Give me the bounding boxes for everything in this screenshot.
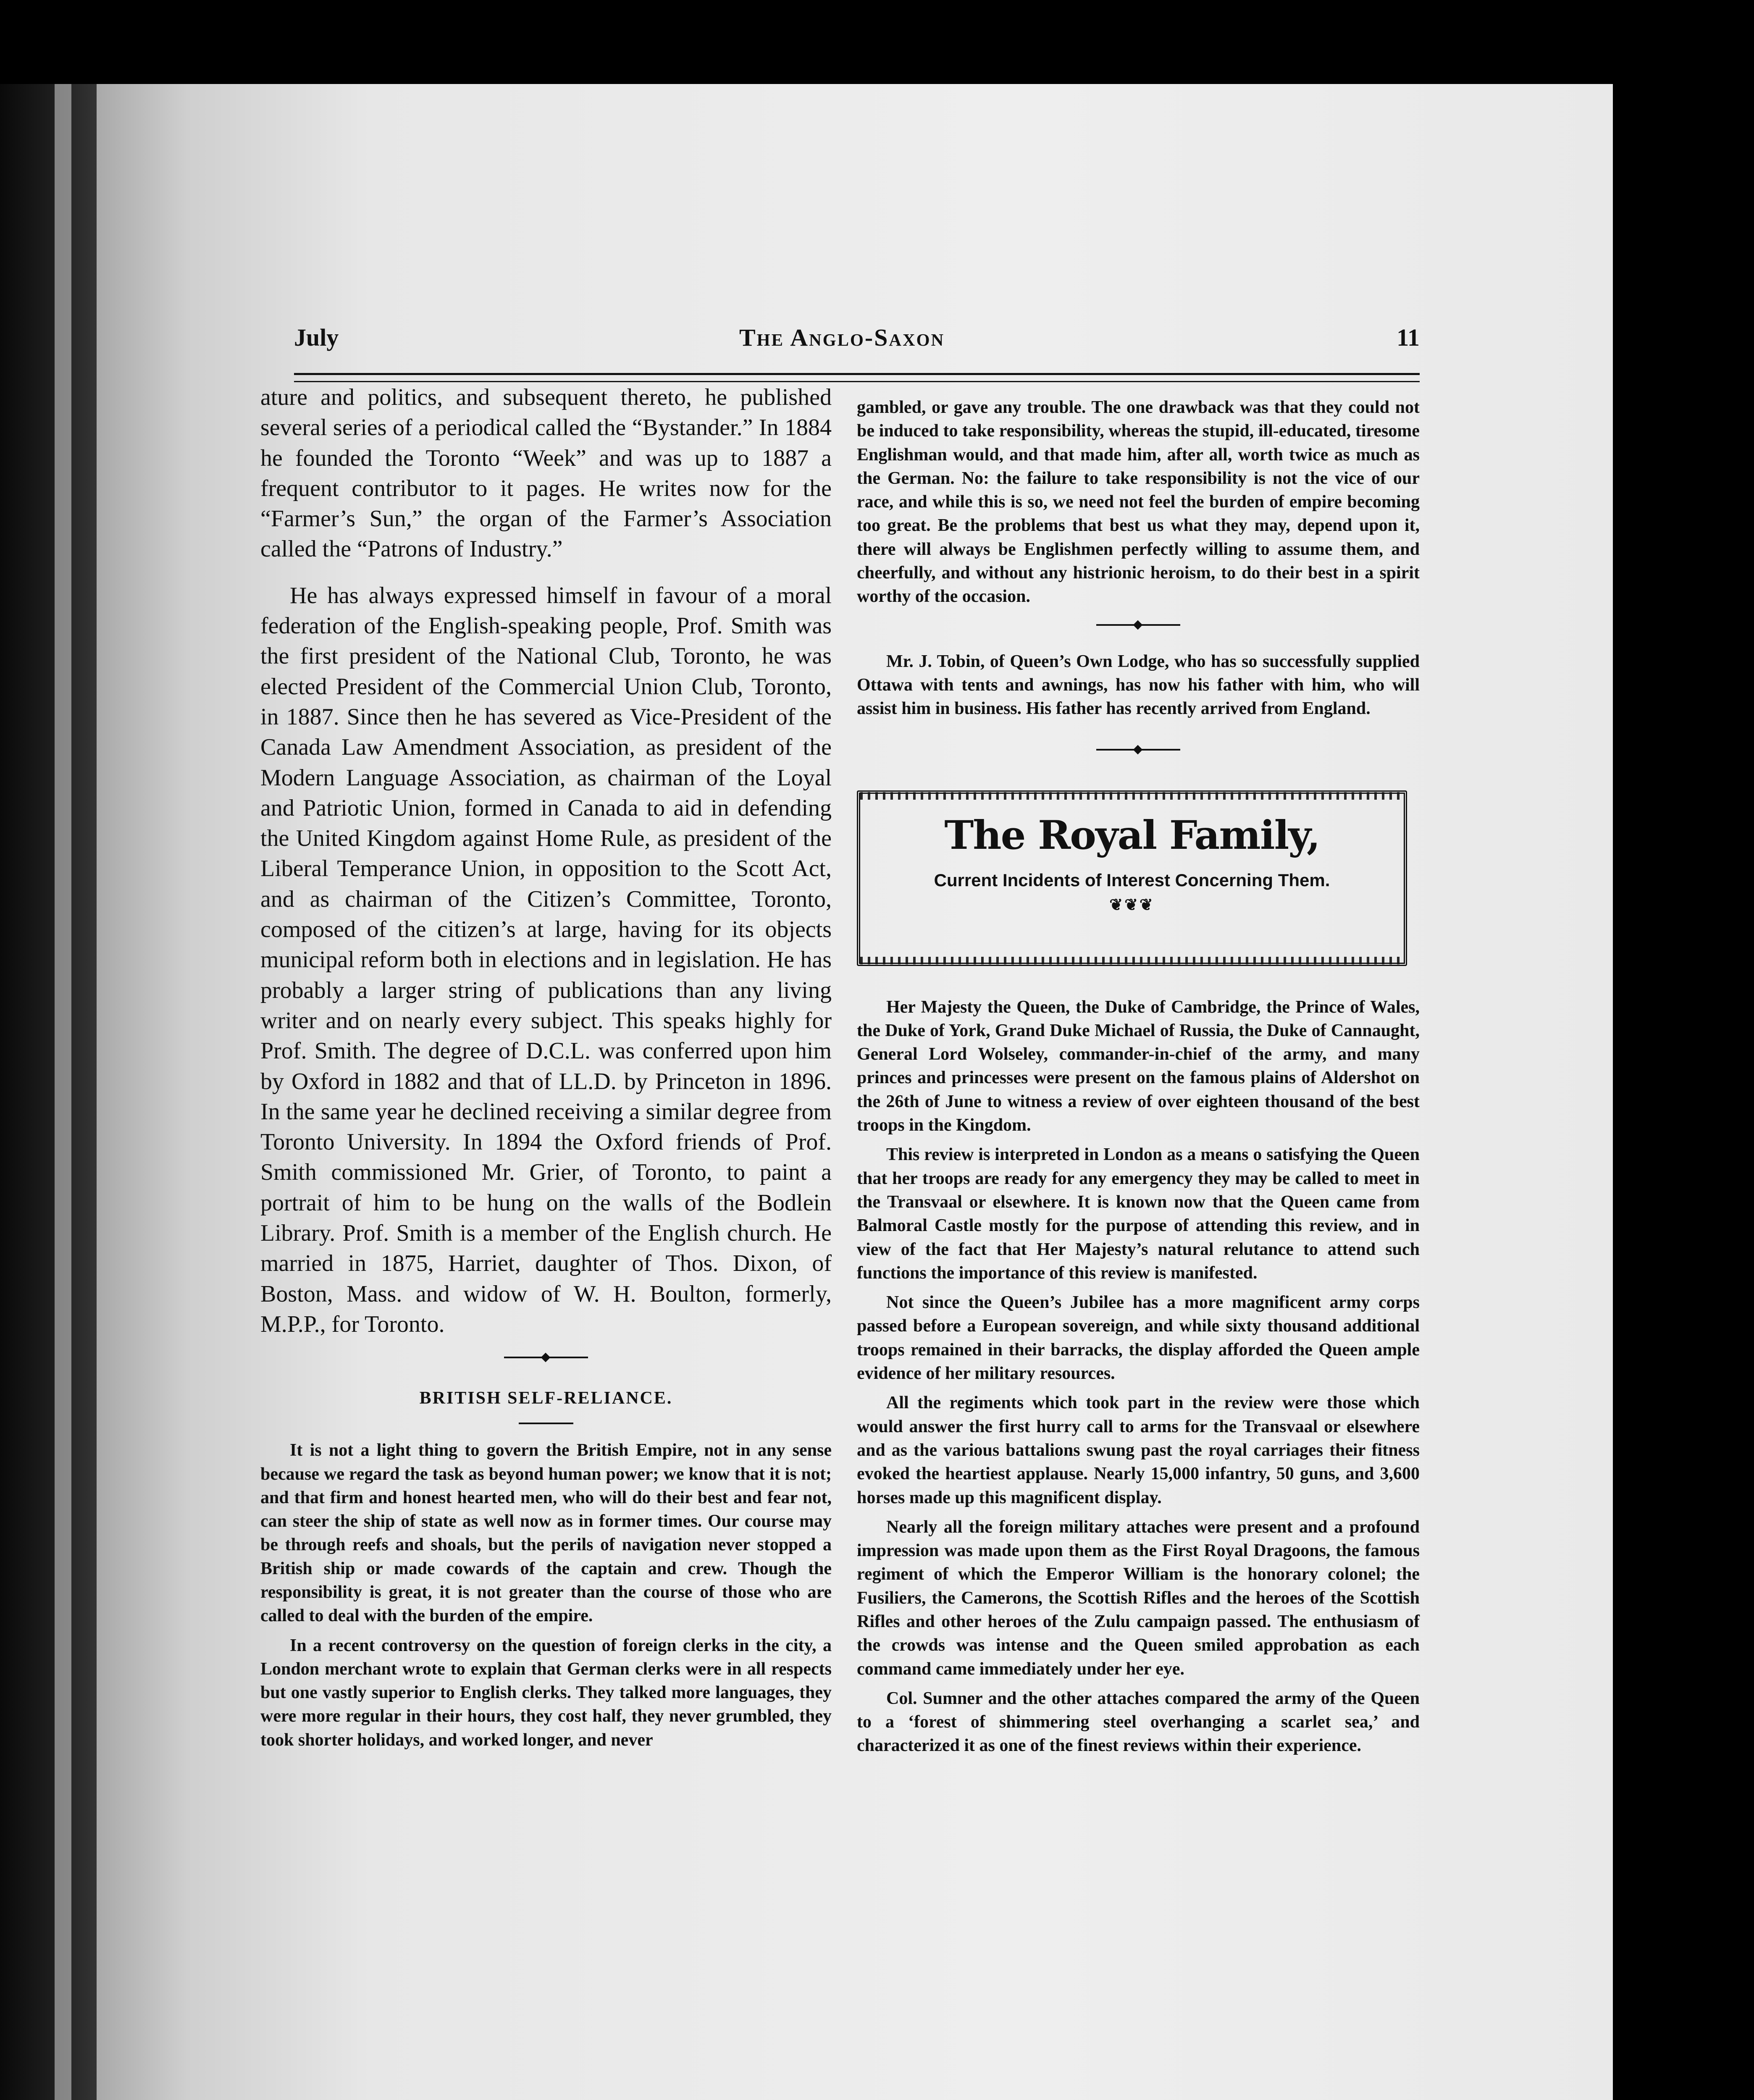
- left-column: [260, 382, 832, 1987]
- header-rule: [294, 373, 1420, 382]
- article-continuation: gambled, or gave any trouble. The one drawback was that they could not be induced to take responsibility, whereas the stupid, ill-educated, tiresome Englishman would, and that made him, after all, worth twice as much as the German. No: the failure to take responsibility is not the vice of our race, and while this is so, we need not feel the burden of empire becoming too great. Be the problems that best us what they may, depend upon it, there will always be Englishmen perfectly willing to assume them, and cheerfully, and without any histrionic heroism, to do their best in a spirit worthy of the occasion.: [857, 398, 1420, 606]
- page-edge: [55, 84, 71, 2100]
- right-column: [857, 396, 1420, 2000]
- royal-paragraph: Not since the Queen’s Jubilee has a more magnificent army corps passed before a European sovereign, and while sixty thousand additional troops remained in their barracks, the display afforded the Queen ample evidence of her military resources.: [857, 1293, 1420, 1383]
- royal-family-subtitle: Current Incidents of Interest Concerning Them.: [934, 870, 1330, 890]
- royal-paragraph: Nearly all the foreign military attaches were present and a profound impression was made upon them as the First Royal Dragoons, the famous regiment of which the Emperor William is the honorary colonel; the Fusiliers, the Camerons, the Scottish Rifles and the heroes of the Scottish Rifles and other heroes of the Zulu campaign passed. The enthusiasm of the crowds was intense and the Queen smiled approbation as each command came immediately under her eye.: [857, 1517, 1420, 1679]
- royal-paragraph: Col. Sumner and the other attaches compared the army of the Queen to a ‘forest of shimmering steel overhanging a scarlet sea,’ and characterized it as one of the finest reviews within their experience.: [857, 1688, 1420, 1756]
- section-divider: [1096, 744, 1180, 755]
- section-divider: [1096, 620, 1180, 630]
- article-paragraph: It is not a light thing to govern the British Empire, not in any sense because we regard the task as beyond human power; we know that it is not; and that firm and honest hearted men, who will do their best and fear not, can steer the ship of state as well now as in former times. Our course may be through reefs and shoals, but the perils of navigation never stopped a British ship or made cowards of the captain and crew. Though the responsibility is great, it is not greater than the course of those who are called to deal with the burden of the empire.: [260, 1441, 832, 1626]
- section-heading: BRITISH SELF-RELIANCE.: [419, 1389, 673, 1408]
- royal-family-heading-box: [857, 790, 1407, 966]
- wavy-border-bottom: [860, 957, 1404, 964]
- article-paragraph: In a recent controversy on the question of foreign clerks in the city, a London merchant wrote to explain that German clerks were in all respects but one vastly superior to English clerks. They talked more languages, they were more regular in their hours, they cost half, they never grumbled, they took shorter holidays, and worked longer, and never: [260, 1635, 832, 1750]
- royal-family-title: The Royal Family,: [944, 812, 1320, 858]
- royal-paragraph: All the regiments which took part in the review were those which would answer the first hurry call to arms for the Transvaal or elsewhere and as the various battalions swung past the royal carriages their fitness evoked the heartiest applause. Nearly 15,000 infantry, 50 guns, and 3,600 horses made up this magnificent display.: [857, 1393, 1420, 1507]
- section-divider: [504, 1352, 588, 1363]
- publication-title: The Anglo-Saxon: [739, 324, 945, 351]
- heading-rule: [519, 1423, 573, 1424]
- notice-paragraph: Mr. J. Tobin, of Queen’s Own Lodge, who has so successfully supplied Ottawa with tents and awnings, has now his father with him, who will assist him in business. His father has recently arrived from England.: [857, 651, 1420, 719]
- fleuron-ornament-icon: ❦❦❦: [1109, 896, 1155, 914]
- running-header: [294, 323, 1420, 353]
- royal-paragraph: Her Majesty the Queen, the Duke of Cambridge, the Prince of Wales, the Duke of York, Grand Duke Michael of Russia, the Duke of Cannaught, General Lord Wolseley, commander-in-chief of the army, and many princes and princesses were present on the famous plains of Aldershot on the 26th of June to witness a review of over eighteen thousand of the best troops in the Kingdom.: [857, 997, 1420, 1135]
- wavy-border-top: [860, 792, 1404, 800]
- royal-paragraph: This review is interpreted in London as a means o satisfying the Queen that her troops are ready for any emergency they may be called to meet in the Transvaal or elsewhere. It is known now that the Queen came from Balmoral Castle mostly for the purpose of attending this review, and in view of the fact that Her Majesty’s natural relutance to attend such functions the importance of this review is manifested.: [857, 1145, 1420, 1283]
- biography-paragraph: He has always expressed himself in favour of a moral federation of the English-speaking people, Prof. Smith was the first president of the National Club, Toronto, he was elected President of the Commercial Union Club, Toronto, in 1887. Since then he has severed as Vice-President of the Canada Law Amendment Association, as president of the Modern Language Association, as chairman of the Loyal and Patriotic Union, formed in Canada to aid in defending the United Kingdom against Home Rule, as president of the Liberal Temperance Union, in opposition to the Scott Act, and as chairman of the Citizen’s Committee, Toronto, composed of the citizen’s at large, having for its objects municipal reform both in elections and in legislation. He has probably a larger string of publications than any living writer and on nearly every subject. This speaks highly for Prof. Smith. The degree of D.C.L. was conferred upon him by Oxford in 1882 and that of LL.D. by Princeton in 1896. In the same year he declined receiving a similar degree from Toronto University. In 1894 the Oxford friends of Prof. Smith commissioned Mr. Grier, of Toronto, to paint a portrait of him to be hung on the walls of the Bodlein Library. Prof. Smith is a member of the English church. He married in 1875, Harriet, daughter of Thos. Dixon, of Boston, Mass. and widow of W. H. Boulton, formerly, M.P.P., for Toronto.: [260, 582, 832, 1337]
- page-number: 11: [1397, 324, 1420, 351]
- biography-paragraph: ature and politics, and subsequent thereto, he published several series of a periodical called the “Bystander.” In 1884 he founded the Toronto “Week” and was up to 1887 a frequent contributor to it pages. He writes now for the “Farmer’s Sun,” the organ of the Farmer’s Association called the “Patrons of Industry.”: [260, 384, 832, 562]
- running-month: July: [294, 324, 339, 351]
